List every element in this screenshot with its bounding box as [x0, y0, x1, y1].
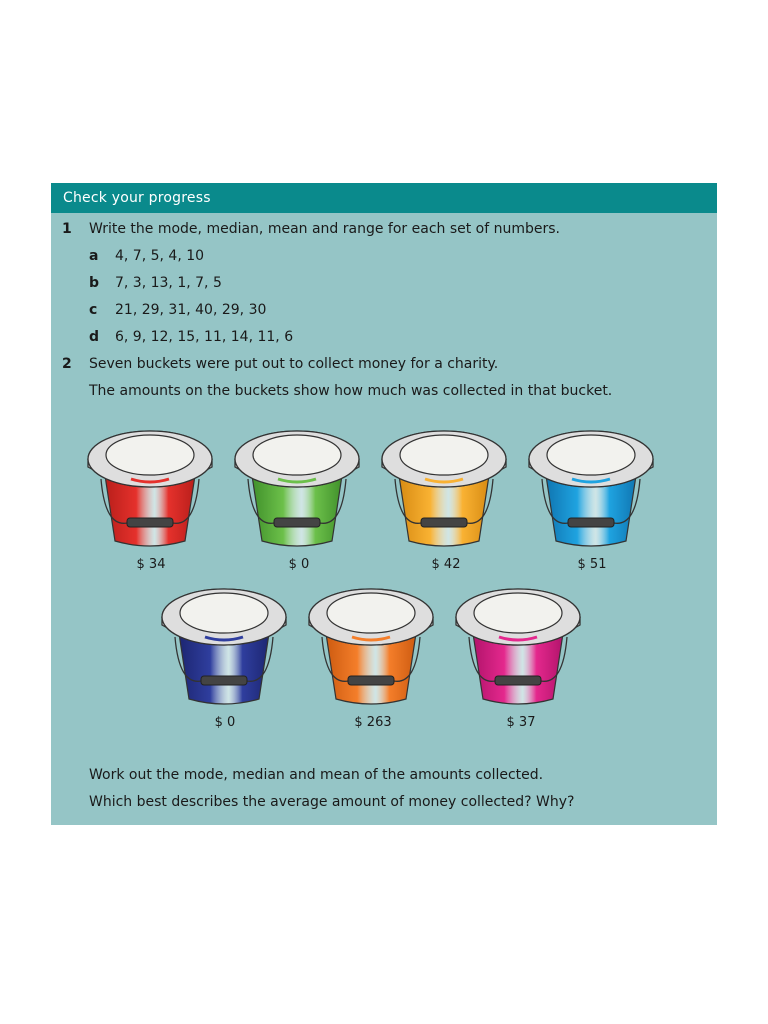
panel-title: Check your progress — [51, 183, 717, 213]
part-letter-c: c — [89, 302, 98, 318]
followup-1: Work out the mode, median and mean of the amounts collected. — [89, 767, 544, 783]
part-letter-d: d — [89, 329, 100, 345]
bucket-amount: $ 42 — [431, 557, 461, 572]
bucket-amount: $ 51 — [577, 557, 607, 572]
followup-2: Which best describes the average amount of money collected? Why? — [89, 794, 575, 810]
bucket-icon — [308, 585, 434, 711]
part-values-c: 21, 29, 31, 40, 29, 30 — [115, 302, 267, 318]
question-number-2: 2 — [62, 356, 72, 372]
bucket-icon — [161, 585, 287, 711]
question-2-text-2: The amounts on the buckets show how much was collected in that bucket. — [89, 383, 613, 399]
question-1-text: Write the mode, median, mean and range for each set of numbers. — [89, 221, 561, 237]
bucket-amount: $ 0 — [214, 715, 236, 730]
bucket-amount: $ 0 — [288, 557, 310, 572]
check-progress-panel — [51, 183, 717, 825]
bucket-icon — [455, 585, 581, 711]
bucket-icon — [528, 427, 654, 553]
bucket-amount: $ 37 — [506, 715, 536, 730]
part-values-b: 7, 3, 13, 1, 7, 5 — [115, 275, 222, 291]
question-number-1: 1 — [62, 221, 72, 237]
question-2-text: Seven buckets were put out to collect money for a charity. — [89, 356, 499, 372]
bucket-icon — [234, 427, 360, 553]
part-values-d: 6, 9, 12, 15, 11, 14, 11, 6 — [115, 329, 294, 345]
part-values-a: 4, 7, 5, 4, 10 — [115, 248, 205, 264]
bucket-amount: $ 34 — [136, 557, 166, 572]
bucket-icon — [87, 427, 213, 553]
bucket-icon — [381, 427, 507, 553]
part-letter-a: a — [89, 248, 99, 264]
bucket-amount: $ 263 — [354, 715, 392, 730]
part-letter-b: b — [89, 275, 100, 291]
